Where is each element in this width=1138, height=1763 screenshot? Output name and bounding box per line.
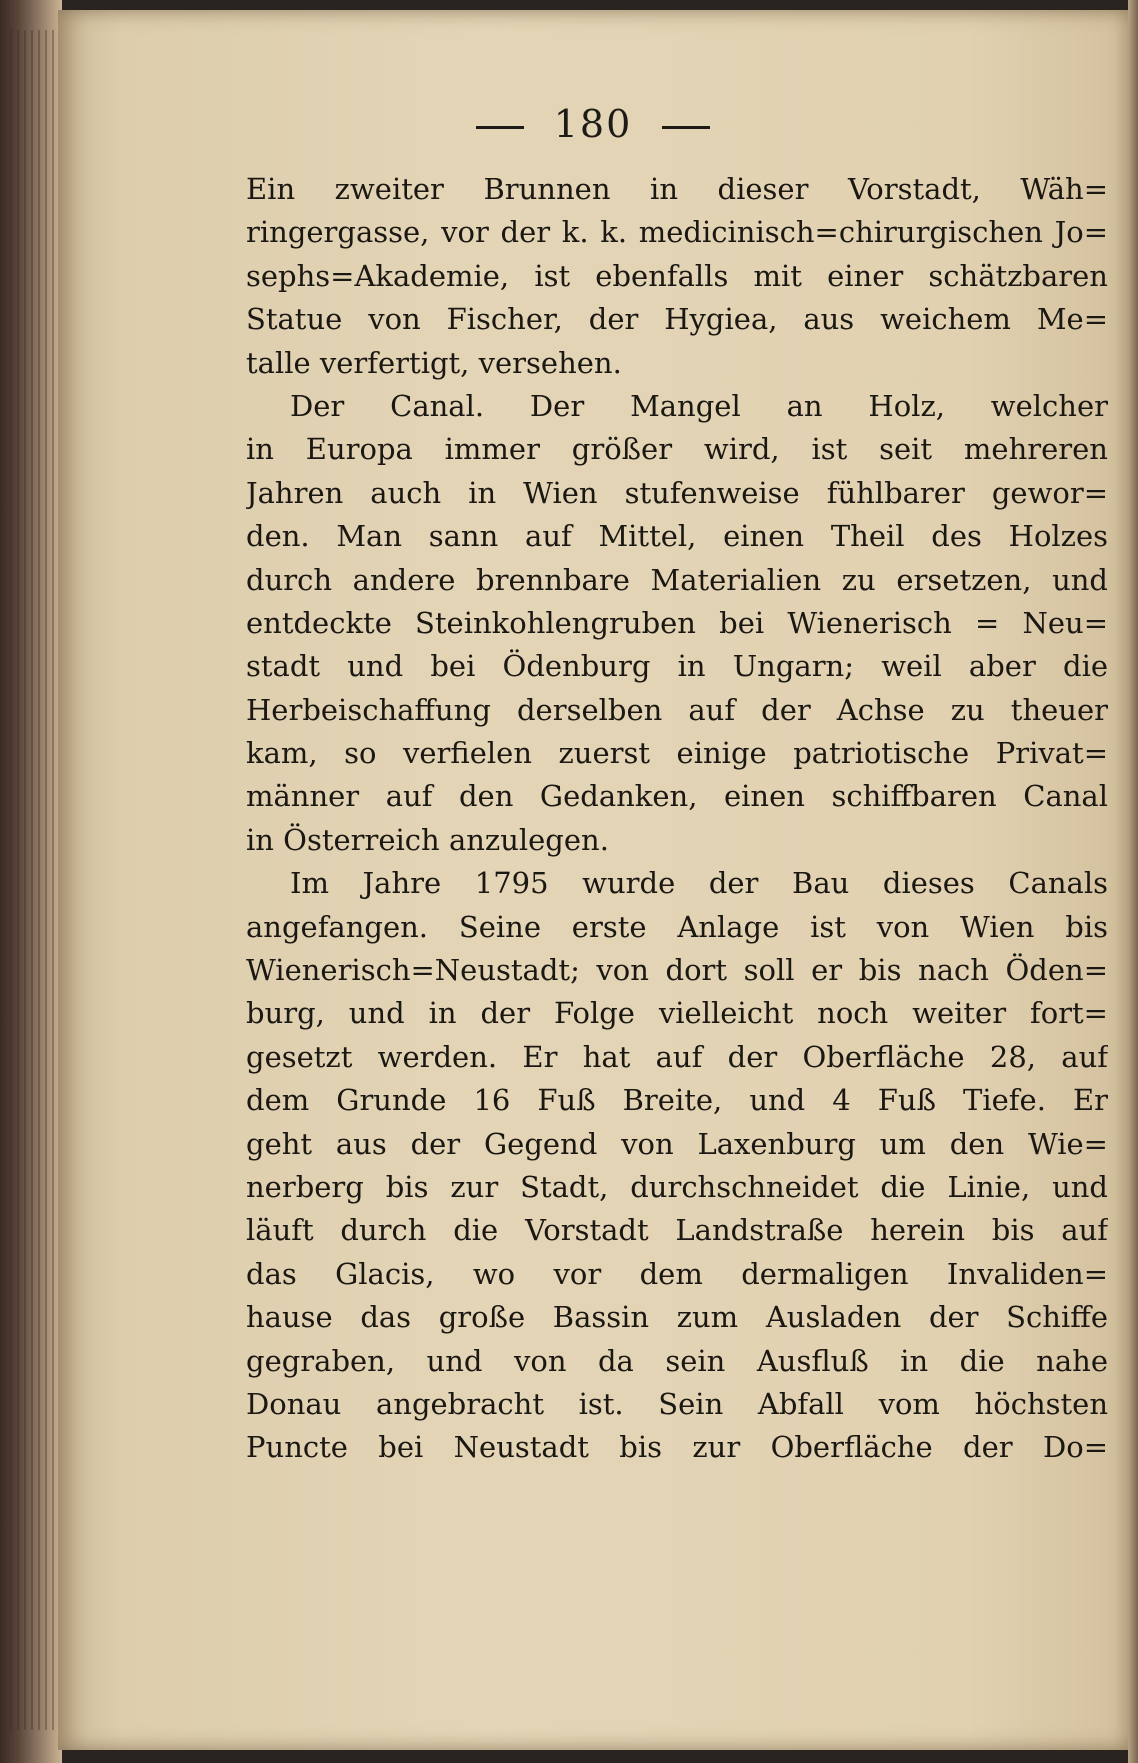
text-line: nerberg bis zur Stadt, durchschneidet die Linie, und	[246, 1169, 1108, 1204]
page-number: 180	[553, 102, 633, 146]
text-line: kam, so verfielen zuerst einige patriotische Privat=	[246, 736, 1108, 771]
text-line: Ein zweiter Brunnen in dieser Vorstadt, Wäh=	[246, 172, 1108, 206]
text-line: männer auf den Gedanken, einen schiffbaren Canal	[246, 779, 1108, 814]
text-line: Herbeischaffung derselben auf der Achse zu theuer	[246, 692, 1108, 727]
text-line: dem Grunde 16 Fuß Breite, und 4 Fuß Tiefe. Er	[246, 1083, 1108, 1118]
text-line: angefangen. Seine erste Anlage ist von Wien bis	[246, 909, 1108, 944]
text-line: in Österreich anzulegen.	[246, 822, 609, 857]
text-line: sephs=Akademie, ist ebenfalls mit einer schätzbaren	[246, 258, 1108, 293]
text-line: burg, und in der Folge vielleicht noch weiter fort=	[246, 996, 1108, 1031]
text-line: entdeckte Steinkohlengruben bei Wienerisch = Neu=	[246, 605, 1108, 640]
text-line: gesetzt werden. Er hat auf der Oberfläche 28, auf	[246, 1039, 1108, 1074]
text-line: Donau angebracht ist. Sein Abfall vom höchsten	[246, 1386, 1108, 1421]
page-edge	[1128, 0, 1138, 1763]
text-line: Jahren auch in Wien stufenweise fühlbarer gewor=	[246, 475, 1108, 510]
text-line: das Glacis, wo vor dem dermaligen Invaliden=	[246, 1256, 1108, 1291]
book-page	[58, 10, 1128, 1750]
header-dash-right	[662, 126, 710, 129]
text-line: gegraben, und von da sein Ausfluß in die nahe	[246, 1343, 1108, 1378]
text-line: durch andere brennbare Materialien zu ersetzen, und	[246, 562, 1108, 597]
body-text	[246, 168, 1108, 1470]
text-line: Der Canal. Der Mangel an Holz, welcher	[290, 388, 1108, 423]
text-line: den. Man sann auf Mittel, einen Theil des Holzes	[246, 519, 1108, 554]
header-dash-left	[476, 126, 524, 129]
text-line: hause das große Bassin zum Ausladen der Schiffe	[246, 1300, 1108, 1335]
text-line: Wienerisch=Neustadt; von dort soll er bis nach Öden=	[246, 953, 1108, 988]
text-line: geht aus der Gegend von Laxenburg um den Wie=	[246, 1126, 1108, 1161]
page-header	[58, 102, 1128, 146]
text-line: Puncte bei Neustadt bis zur Oberfläche der Do=	[246, 1430, 1108, 1465]
book-spine	[0, 0, 62, 1763]
text-line: Statue von Fischer, der Hygiea, aus weichem Me=	[246, 302, 1108, 337]
text-line: in Europa immer größer wird, ist seit mehreren	[246, 432, 1108, 467]
text-line: ringergasse, vor der k. k. medicinisch=chirurgischen Jo=	[246, 215, 1108, 250]
text-line: stadt und bei Ödenburg in Ungarn; weil aber die	[246, 649, 1108, 684]
text-line: Im Jahre 1795 wurde der Bau dieses Canals	[290, 866, 1108, 901]
text-line: läuft durch die Vorstadt Landstraße herein bis auf	[246, 1213, 1108, 1248]
text-line: talle verfertigt, versehen.	[246, 345, 622, 380]
page-stack-lines	[10, 30, 56, 1730]
